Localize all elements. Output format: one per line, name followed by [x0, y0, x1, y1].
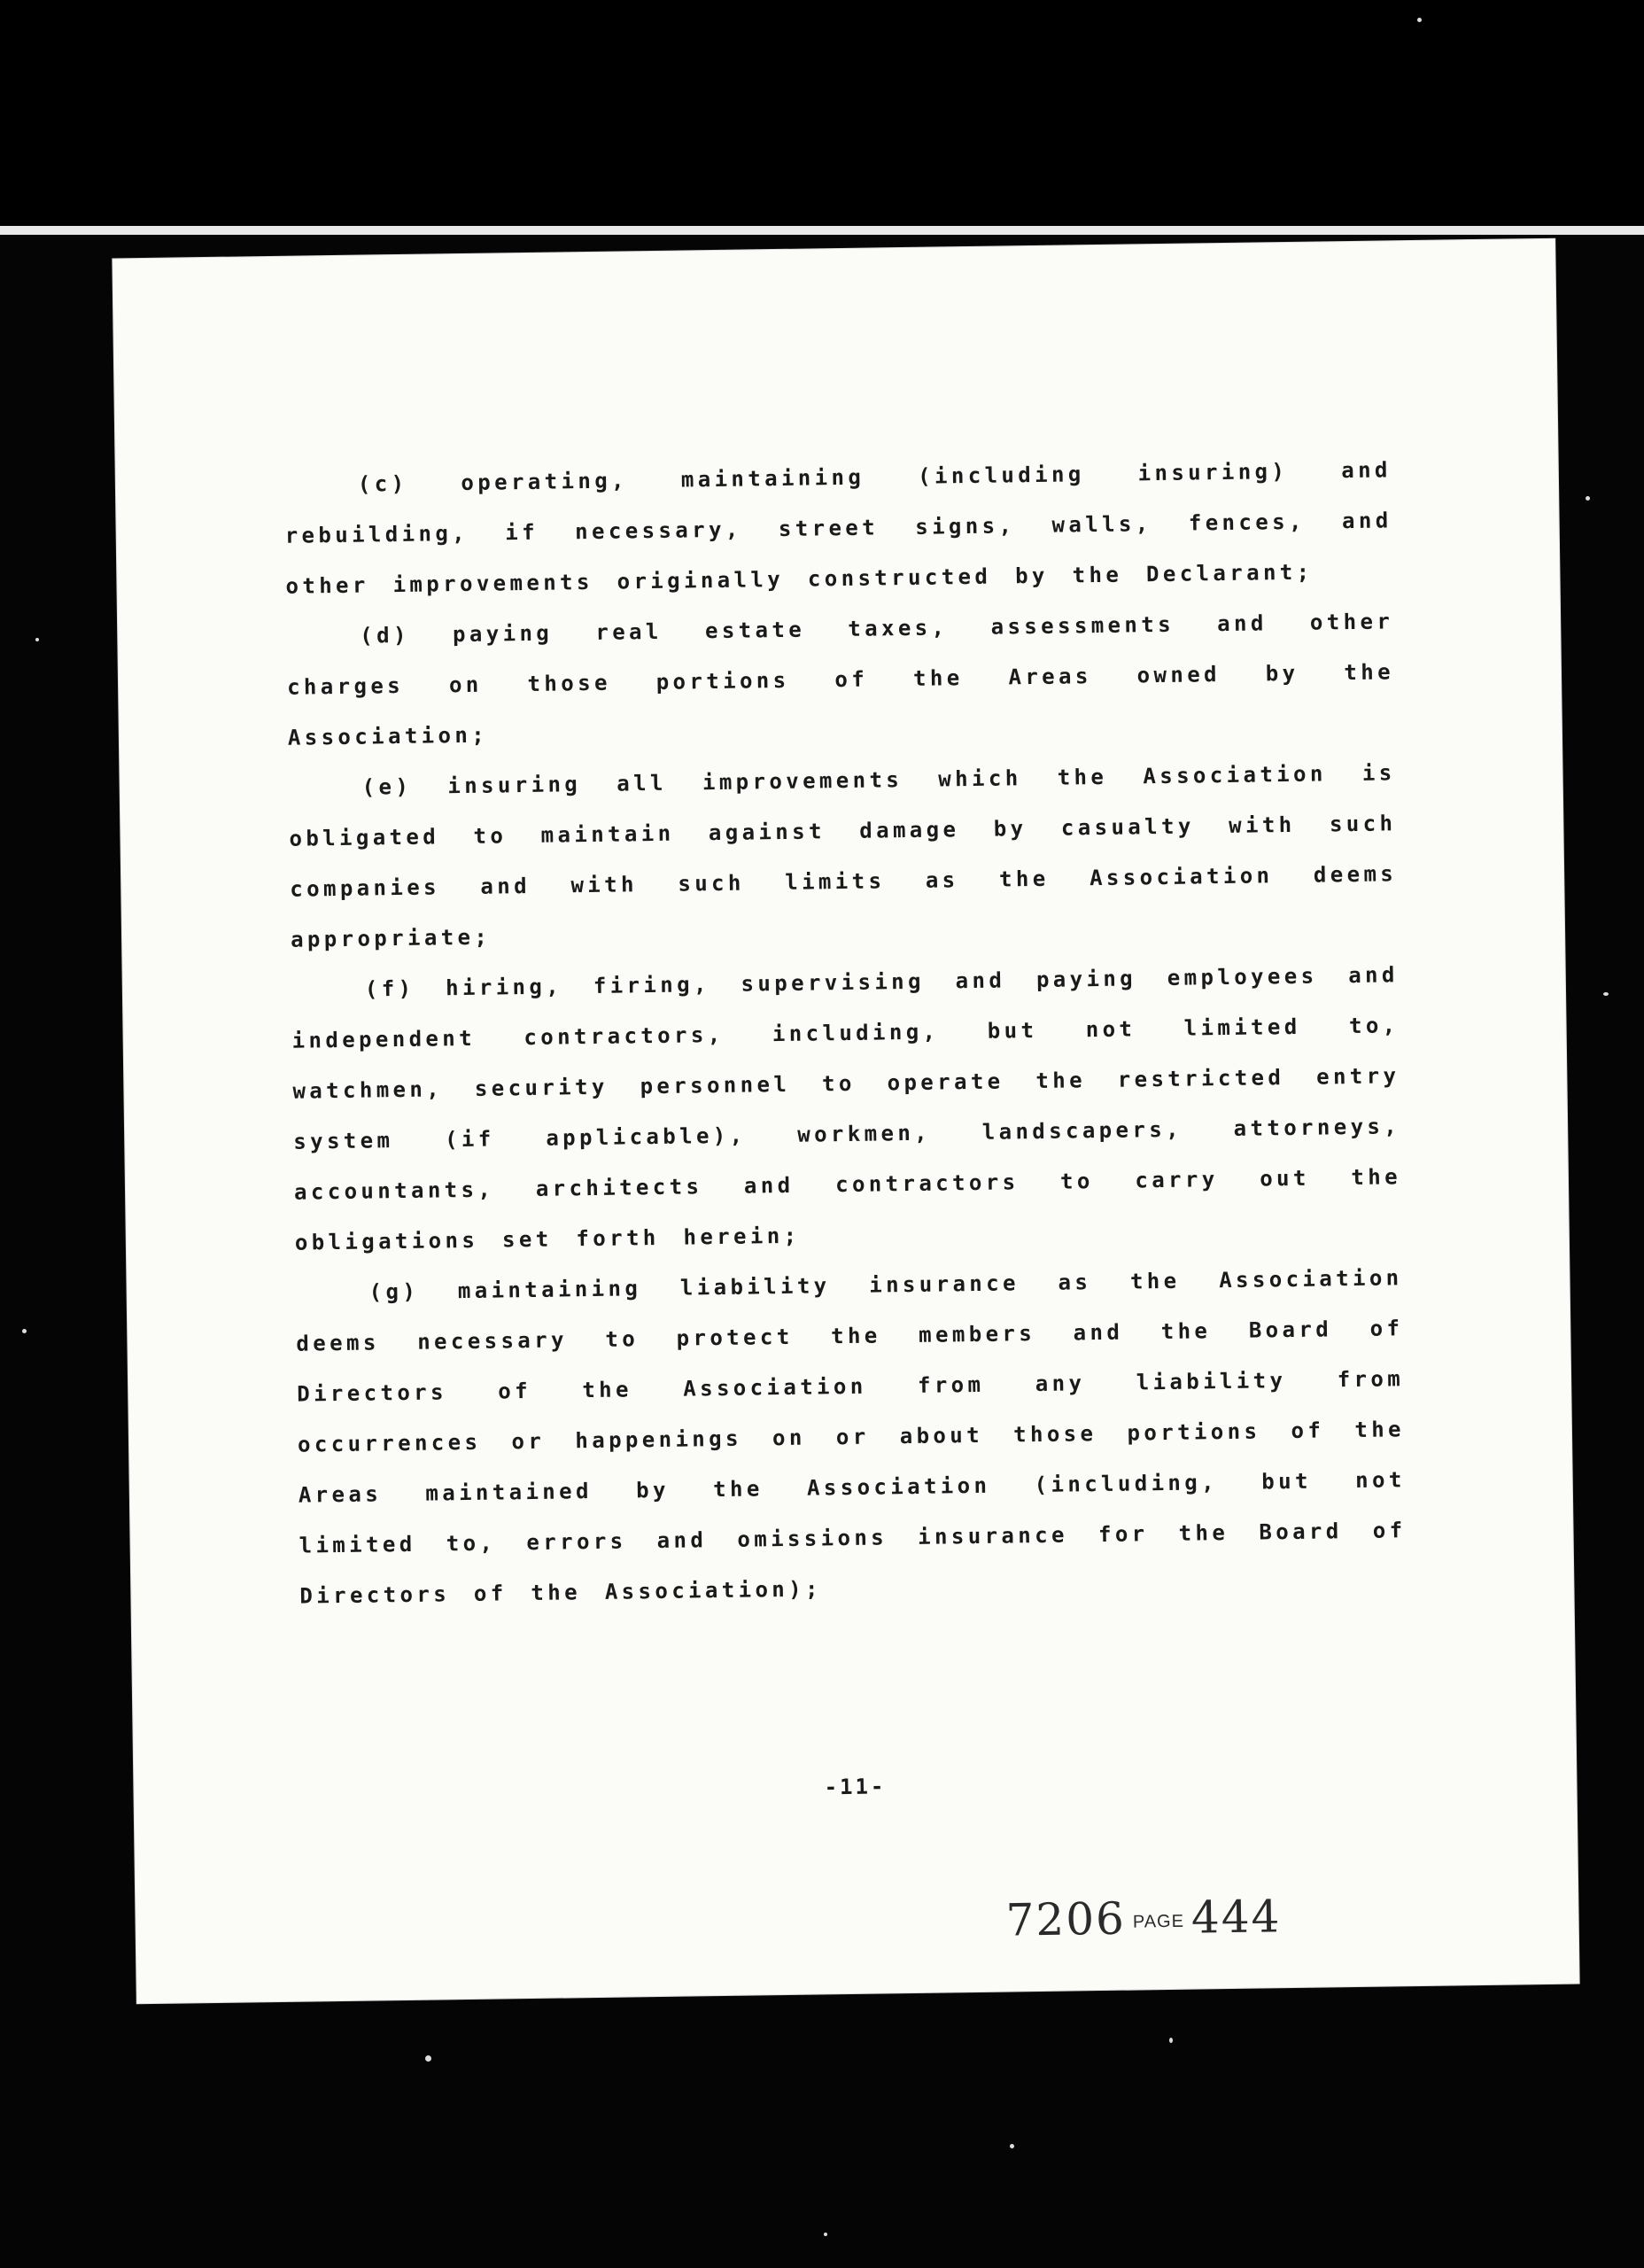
scan-speck: [1010, 2144, 1014, 2148]
document-body: [284, 445, 1407, 1621]
recording-stamp: [1005, 1891, 1282, 1946]
paragraph-e: (e) insuring all improvements which the Association is obligated to maintain against damage by casualty with such companies and with such limits as the Association deems appropriate;: [289, 760, 1398, 952]
scan-speck: [824, 2233, 827, 2236]
paragraph-f: (f) hiring, firing, supervising and paying employees and independent contractors, including, but not limited to, watchmen, security personnel to operate the restricted entry system (if applicable), workmen, landscapers, attorneys, accountants, architects and contractors to carry out the obligations set forth herein;: [291, 962, 1402, 1255]
paragraph-g: (g) maintaining liability insurance as the Association deems necessary to protect the members and the Board of Directors of the Association from any liability from occurrences or happenings on or about those portions of the Areas maintained by the Association (including, but not limited to, errors and omissions insurance for the Board of Directors of the Association);: [296, 1265, 1407, 1609]
recording-page: 444: [1190, 1891, 1282, 1944]
scan-speck: [22, 1329, 27, 1333]
page-number: -11-: [824, 1774, 887, 1800]
scan-border-top: [0, 0, 1644, 230]
scan-speck: [1586, 496, 1590, 501]
paragraph-d: (d) paying real estate taxes, assessments and other charges on those portions of the Areas owned by the Association;: [286, 609, 1395, 750]
recording-book: 7206: [1005, 1892, 1127, 1946]
scan-speck: [1169, 2038, 1173, 2043]
paragraph-c: (c) operating, maintaining (including insuring) and rebuilding, if necessary, street signs, walls, fences, and other improvements originally constructed by the Declarant;: [284, 457, 1392, 599]
document-page: [112, 239, 1578, 2004]
scan-border-line: [0, 226, 1644, 235]
scan-speck: [1417, 18, 1422, 22]
scan-speck: [425, 2055, 431, 2062]
scan-speck: [35, 638, 39, 641]
recording-page-label: PAGE: [1132, 1911, 1185, 1932]
scan-speck: [1603, 992, 1609, 996]
